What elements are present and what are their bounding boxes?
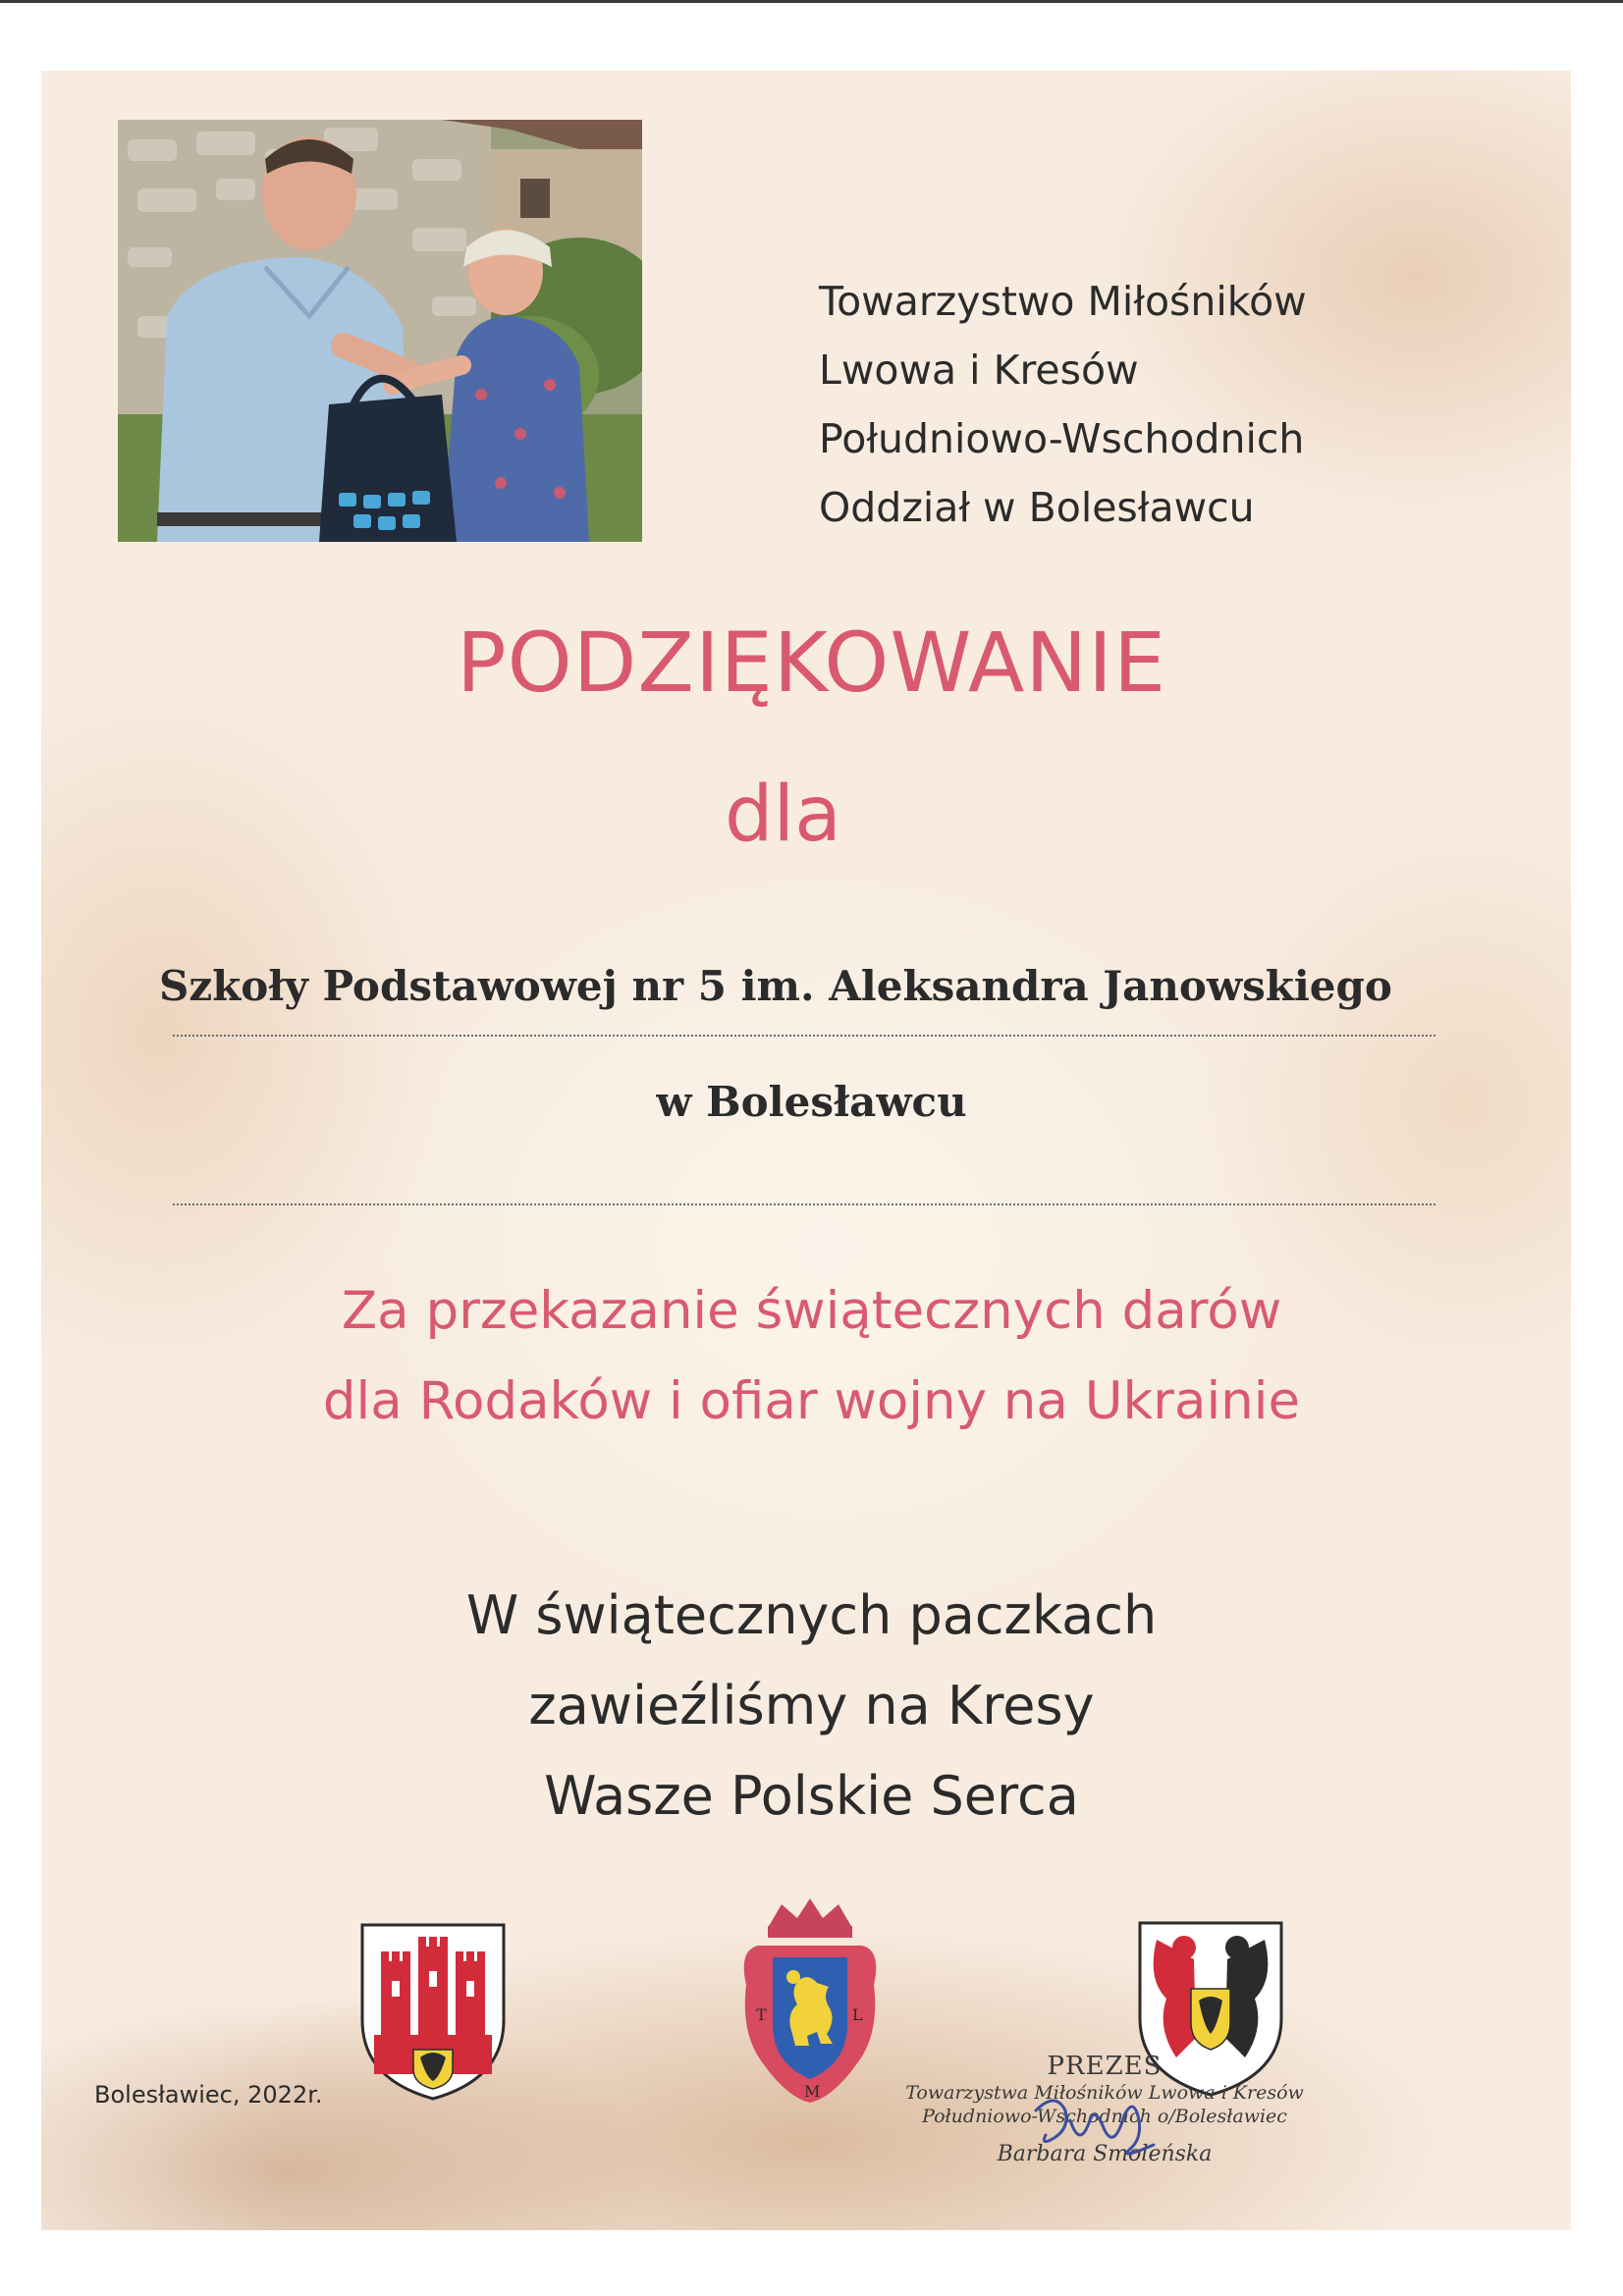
organization-line-1: Towarzystwo Miłośników [819, 278, 1307, 325]
boleslawiec-coat-of-arms-icon [359, 1922, 507, 2105]
closing-line-1: W świątecznych paczkach [465, 1584, 1158, 1646]
organization-line-2: Lwowa i Kresów [819, 347, 1139, 394]
reason-line-1: Za przekazanie świątecznych darów [341, 1281, 1282, 1341]
organization-line-4: Oddział w Bolesławcu [819, 484, 1255, 531]
closing-text [0, 1571, 1623, 1842]
reason-line-2: dla Rodaków i ofiar wojny na Ukrainie [322, 1371, 1301, 1431]
signatory-name: Barbara Smoleńska [997, 2142, 1213, 2166]
recipient-location: w Bolesławcu [656, 1078, 967, 1126]
signature-role: PREZES [1047, 2052, 1163, 2081]
for-word: dla [725, 771, 841, 859]
signature-org-line-1: Towarzystwa Miłośników Lwowa i Kresów [905, 2082, 1304, 2104]
signature-block [889, 2052, 1321, 2166]
crest-letter-l: L [852, 2005, 863, 2024]
crest-letter-t: T [756, 2005, 767, 2024]
closing-line-3: Wasze Polskie Serca [544, 1765, 1079, 1827]
recipient-name: Szkoły Podstawowej nr 5 im. Aleksandra Janowskiego [159, 962, 1392, 1010]
reason-text [0, 1266, 1623, 1447]
scan-edge-line [0, 0, 1623, 3]
dotted-line-2 [173, 1203, 1435, 1205]
lwow-coat-of-arms-icon [738, 1896, 882, 2109]
dotted-line-1 [173, 1035, 1435, 1037]
signature-org-line-2: Południowo-Wschodnich o/Bolesławiec [922, 2106, 1287, 2127]
aid-handover-photo [118, 120, 642, 542]
crest-letter-m: M [804, 2082, 821, 2101]
organization-name [819, 267, 1506, 542]
certificate-title: PODZIĘKOWANIE [456, 614, 1167, 711]
place-and-date: Bolesławiec, 2022r. [94, 2081, 323, 2109]
closing-line-2: zawieźliśmy na Kresy [528, 1675, 1095, 1736]
organization-line-3: Południowo-Wschodnich [819, 415, 1305, 462]
handwritten-signature-icon [1026, 2091, 1173, 2169]
